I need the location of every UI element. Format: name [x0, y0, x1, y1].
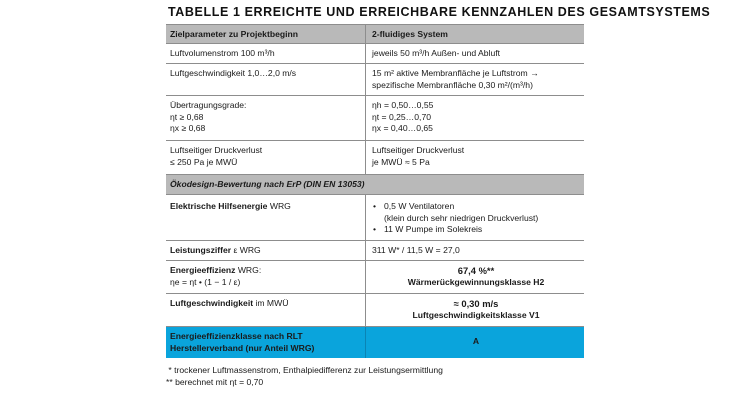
value-eta-t: ηt = 0,25…0,70 [372, 111, 432, 122]
value-luftgeschwindigkeit: ≈ 0,30 m/s [453, 298, 499, 309]
value-druckverlust-line2: je MWÜ ≈ 5 Pa [372, 156, 430, 167]
value-waermerueckgewinnungsklasse: Wärmerückgewinnungsklasse H2 [407, 276, 545, 287]
table-header-row [166, 24, 584, 44]
list-item: • 0,5 W Ventilatoren (klein durch sehr niedrigen Druckverlust) [384, 201, 580, 224]
param-druckverlust-line2: ≤ 250 Pa je MWÜ [170, 156, 238, 167]
table-row [166, 64, 584, 96]
table-row: Luftgeschwindigkeit im MWÜ ≈ 0,30 m/s Luftgeschwindigkeitsklasse V1 [166, 294, 584, 327]
table-row: Energieeffizienz WRG: ηe = ηt • (1 − 1 / ε) 67,4 %** Wärmerückgewinnungsklasse H2 [166, 261, 584, 294]
value-membranflaeche-line1: 15 m² aktive Membranfläche je Luftstrom → [372, 68, 539, 78]
footnote-1: * trockener Luftmassenstrom, Enthalpiedifferenz zur Leistungsermittlung [166, 365, 443, 375]
value-luftgeschwindigkeitsklasse: Luftgeschwindigkeitsklasse V1 [412, 309, 540, 320]
param-eta-x: ηx ≥ 0,68 [170, 123, 206, 133]
formula-eta-e: ηe = ηt • (1 − 1 / ε) [170, 276, 241, 287]
table-title: TABELLE 1 ERREICHTE UND ERREICHBARE KENNZAHLEN DES GESAMTSYSTEMS [168, 5, 711, 19]
section-title: Ökodesign-Bewertung nach ErP (DIN EN 13053) [170, 179, 365, 189]
header-col2: 2-fluidiges System [372, 29, 448, 39]
table-row: Leistungsziffer ε WRG 311 W* / 11,5 W = 27,0 [166, 241, 584, 261]
table-row: Elektrische Hilfsenergie WRG • 0,5 W Ventilatoren (klein durch sehr niedrigen Druckverlust) • 11 W Pumpe im Solekreis [166, 195, 584, 241]
param-leistungsziffer: Leistungsziffer [170, 245, 232, 255]
highlight-row [166, 327, 584, 358]
value-membranflaeche-line2: spezifische Membranfläche 0,30 m²/(m³/h) [372, 79, 533, 90]
header-col1: Zielparameter zu Projektbeginn [166, 25, 366, 43]
value-energieeffizienz: 67,4 %** [457, 265, 495, 276]
param-druckverlust-line1: Luftseitiger Druckverlust [170, 145, 263, 155]
param-energieeffizienz: Energieeffizienz [170, 265, 236, 275]
param-volumenstrom: Luftvolumenstrom 100 m³/h [170, 48, 275, 58]
param-luftgeschwindigkeit-mwue: Luftgeschwindigkeit [170, 298, 254, 308]
highlight-value: A [472, 336, 480, 346]
list-item: • 11 W Pumpe im Solekreis [384, 224, 580, 236]
value-druckverlust-line1: Luftseitiger Druckverlust [372, 145, 465, 155]
value-leistungsziffer: 311 W* / 11,5 W = 27,0 [372, 245, 460, 255]
param-uebertragungsgrade: Übertragungsgrade: [170, 100, 247, 110]
hilfsenergie-list [372, 201, 580, 236]
param-eta-t: ηt ≥ 0,68 [170, 111, 204, 122]
param-hilfsenergie: Elektrische Hilfsenergie [170, 201, 268, 211]
value-eta-h: ηh = 0,50…0,55 [372, 100, 434, 110]
table-row [166, 141, 584, 175]
table-row [166, 44, 584, 64]
value-volumenstrom: jeweils 50 m³/h Außen- und Abluft [372, 48, 501, 58]
footnote-2: ** berechnet mit ηt = 0,70 [166, 377, 264, 387]
table-row [166, 96, 584, 141]
param-luftgeschwindigkeit: Luftgeschwindigkeit 1,0…2,0 m/s [170, 68, 297, 78]
highlight-label-line2: Herstellerverband (nur Anteil WRG) [170, 342, 315, 353]
footnotes [166, 364, 443, 388]
section-header-oekodesign [166, 175, 584, 195]
value-eta-x: ηx = 0,40…0,65 [372, 123, 433, 133]
highlight-label-line1: Energieeffizienzklasse nach RLT [170, 331, 303, 341]
data-table [166, 24, 584, 358]
